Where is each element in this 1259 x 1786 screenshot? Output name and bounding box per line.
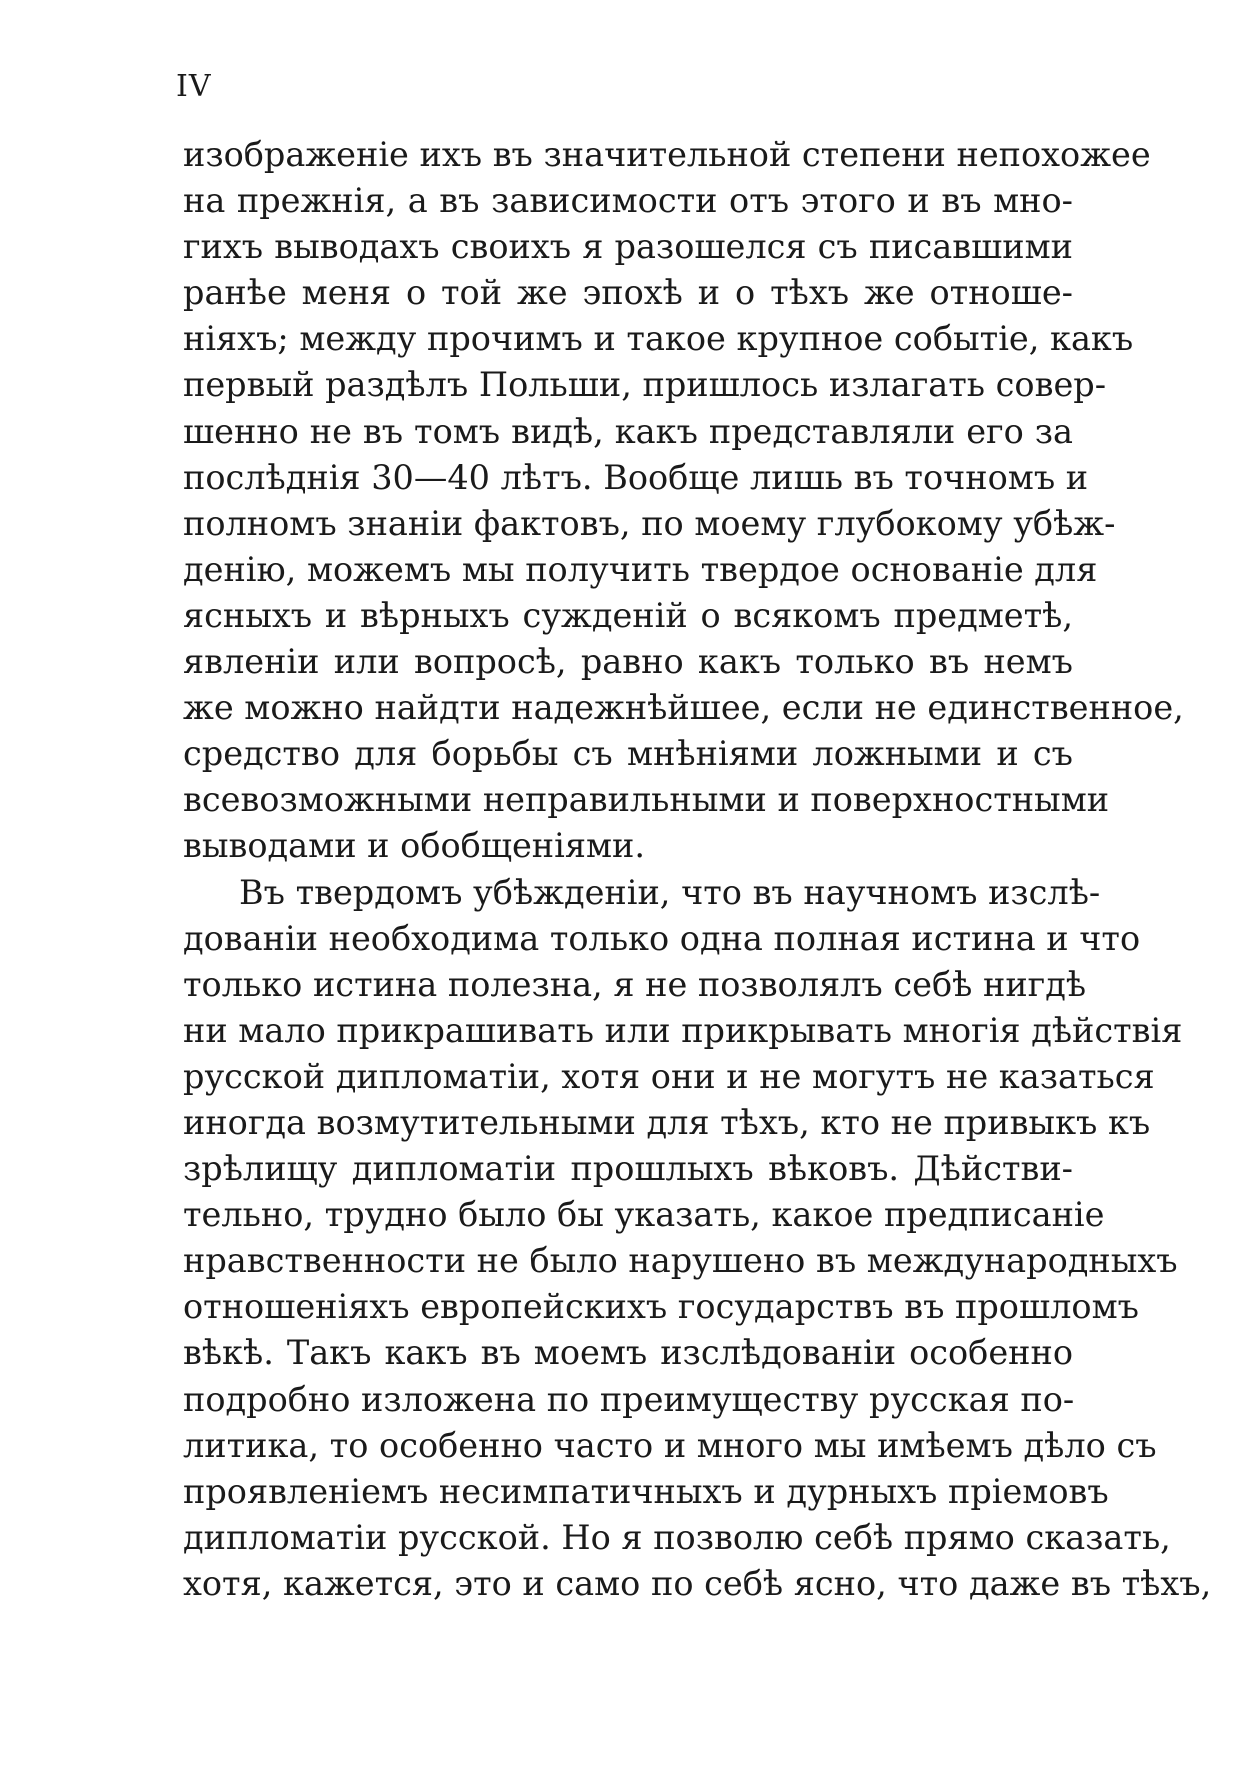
text-line: подробно изложена по преимуществу русская по-: [183, 1379, 1075, 1419]
text-line: первый раздѣлъ Польши, пришлось излагать совер-: [183, 365, 1107, 405]
text-line: вѣкѣ. Такъ какъ въ моемъ изслѣдованіи особенно: [183, 1333, 1073, 1373]
paragraph-2: [183, 870, 1212, 1608]
text-line: хотя, кажется, это и само по себѣ ясно, что даже въ тѣхъ,: [183, 1563, 1212, 1603]
text-line: дипломатіи русской. Но я позволю себѣ прямо сказать,: [183, 1517, 1171, 1557]
text-line: ранѣе меня о той же эпохѣ и о тѣхъ же отноше-: [183, 273, 1073, 313]
text-line: изображеніе ихъ въ значительной степени непохожее: [183, 135, 1151, 174]
text-line: ясныхъ и вѣрныхъ сужденій о всякомъ предметѣ,: [183, 595, 1073, 635]
text-line: отношеніяхъ европейскихъ государствъ въ прошломъ: [183, 1287, 1139, 1327]
text-line: Въ твердомъ убѣжденіи, что въ научномъ изслѣ-: [239, 872, 1101, 912]
text-line: дованіи необходима только одна полная истина и что: [183, 918, 1141, 958]
text-line: ни мало прикрашивать или прикрывать многія дѣйствія: [183, 1010, 1183, 1050]
text-line: нравственности не было нарушено въ международныхъ: [183, 1241, 1178, 1281]
page-number: IV: [176, 69, 212, 104]
text-line: тельно, трудно было бы указать, какое предписаніе: [183, 1195, 1105, 1235]
text-line: проявленіемъ несимпатичныхъ и дурныхъ пріемовъ: [183, 1471, 1109, 1511]
text-line: средство для борьбы съ мнѣніями ложными и съ: [183, 734, 1073, 774]
text-line: на прежнія, а въ зависимости отъ этого и въ мно-: [183, 181, 1073, 221]
text-line: выводами и обобщеніями.: [183, 826, 646, 866]
text-line: денію, можемъ мы получить твердое основаніе для: [183, 549, 1098, 589]
text-line: иногда возмутительными для тѣхъ, кто не привыкъ къ: [183, 1102, 1151, 1142]
text-line: всевозможными неправильными и поверхностными: [183, 780, 1110, 820]
text-line: же можно найдти надежнѣйшее, если не единственное,: [183, 688, 1184, 728]
text-line: зрѣлищу дипломатіи прошлыхъ вѣковъ. Дѣйстви-: [183, 1149, 1073, 1189]
text-line: только истина полезна, я не позволялъ себѣ нигдѣ: [183, 964, 1087, 1004]
text-line: шенно не въ томъ видѣ, какъ представляли его за: [183, 411, 1073, 451]
paragraph-1: [183, 132, 1184, 870]
text-line: ніяхъ; между прочимъ и такое крупное событіе, какъ: [183, 319, 1134, 359]
text-line: полномъ знаніи фактовъ, по моему глубокому убѣж-: [183, 503, 1116, 543]
text-line: русской дипломатіи, хотя они и не могутъ не казаться: [183, 1056, 1155, 1096]
text-line: послѣднія 30—40 лѣтъ. Вообще лишь въ точномъ и: [183, 457, 1089, 497]
body-text: [183, 132, 1212, 1607]
text-line: гихъ выводахъ своихъ я разошелся съ писавшими: [183, 227, 1073, 267]
text-line: явленіи или вопросѣ, равно какъ только въ немъ: [183, 642, 1073, 682]
text-line: литика, то особенно часто и много мы имѣемъ дѣло съ: [183, 1425, 1157, 1465]
